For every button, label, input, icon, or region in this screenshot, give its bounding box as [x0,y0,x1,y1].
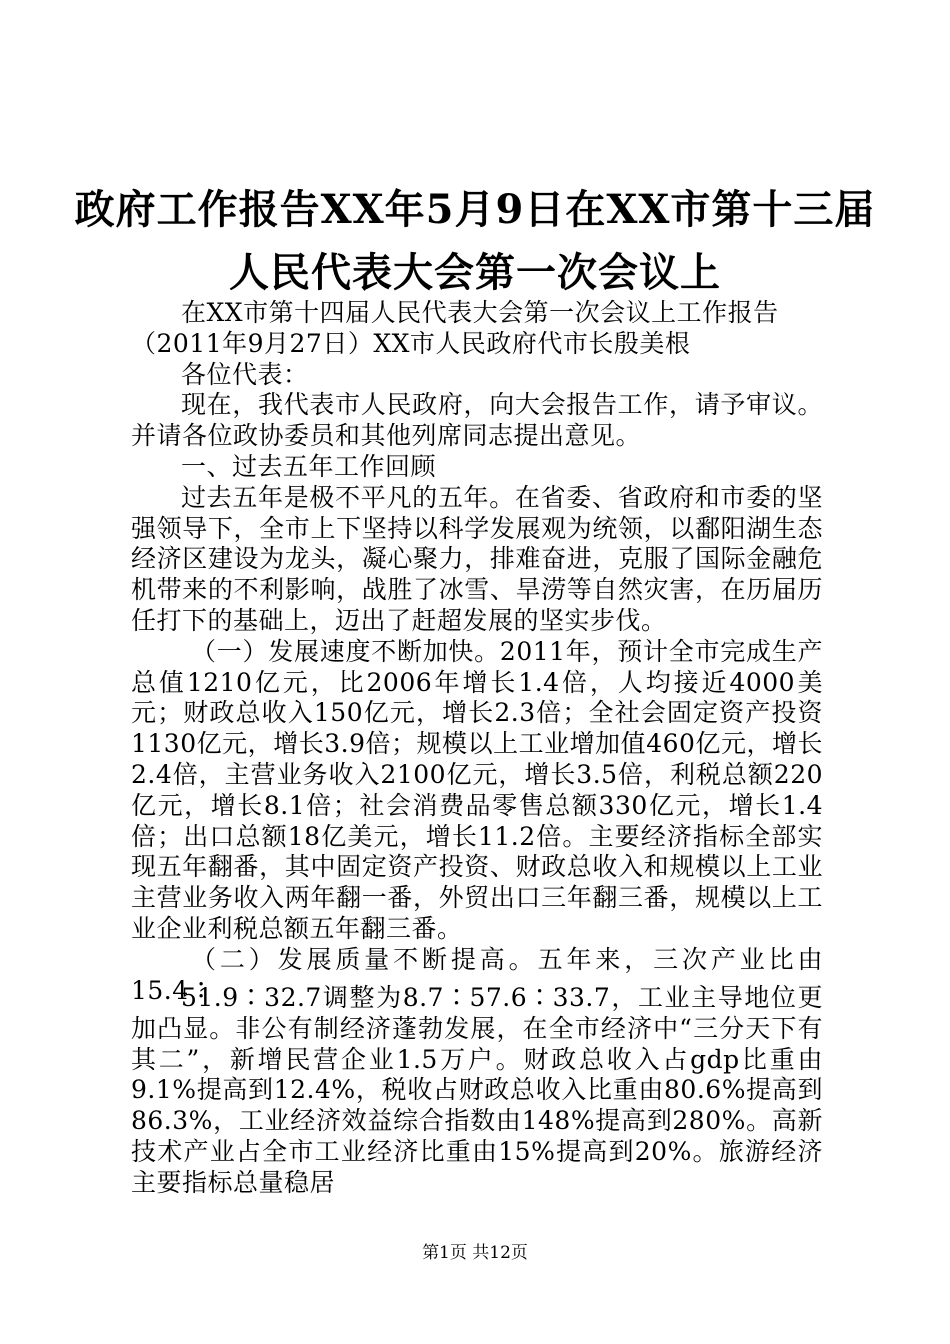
section-heading-paragraph: 一、过去五年工作回顾 [181,451,437,481]
report-date-speaker-paragraph: （2011年9月27日）XX市人民政府代市长殷美根 [131,328,691,358]
report-heading-paragraph: 在XX市第十四届人民代表大会第一次会议上工作报告 [181,298,779,327]
document-body-lower [131,983,823,1199]
quality-detail-paragraph: 51.9∶32.7调整为8.7∶57.6∶33.7，工业主导地位更加凸显。非公有制经济蓬勃发展，在全市经济中“三分天下有其二”，新增民营企业1.5万户。财政总收入占gdp比重由9.1%提高到12.4%，税收占财政总收入比重由80.6%提高到86.3%，工业经济效益综合指数由148%提高到280%。高新技术产业占全市工业经济比重由15%提高到20%。旅游经济主要指标总量稳居 [131,983,823,1197]
review-paragraph: 过去五年是极不平凡的五年。在省委、省政府和市委的坚强领导下，全市上下坚持以科学发展观为统领，以鄱阳湖生态经济区建设为龙头，凝心聚力，排难奋进，克服了国际金融危机带来的不利影响，战胜了冰雪、旱涝等自然灾害，在历届历任打下的基础上，迈出了赶超发展的坚实步伐。 [131,482,823,635]
opening-paragraph: 现在，我代表市人民政府，向大会报告工作，请予审议。并请各位政协委员和其他列席同志提出意见。 [131,390,823,451]
growth-speed-paragraph: （一）发展速度不断加快。2011年，预计全市完成生产总值1210亿元，比2006年增长1.4倍，人均接近4000美元；财政总收入150亿元，增长2.3倍；全社会固定资产投资1130亿元，增长3.9倍；规模以上工业增加值460亿元，增长2.4倍，主营业务收入2100亿元，增长3.5倍，利税总额220亿元，增长8.1倍；社会消费品零售总额330亿元，增长1.4倍；出口总额18亿美元，增长11.2倍。主要经济指标全部实现五年翻番，其中固定资产投资、财政总收入和规模以上工业主营业务收入两年翻一番，外贸出口三年翻三番，规模以上工业企业利税总额五年翻三番。 [131,636,823,943]
salutation-paragraph: 各位代表： [181,359,309,389]
page-footer: 第1页 共12页 [422,1243,528,1263]
document-title-line-1: 政府工作报告XX年5月9日在XX市第十三届 [74,186,876,233]
quality-heading-paragraph: （二）发展质量不断提高。五年来，三次产业比由15.4∶ [131,944,823,1005]
document-body-upper [131,298,823,1006]
document-title-line-2: 人民代表大会第一次会议上 [229,249,721,296]
